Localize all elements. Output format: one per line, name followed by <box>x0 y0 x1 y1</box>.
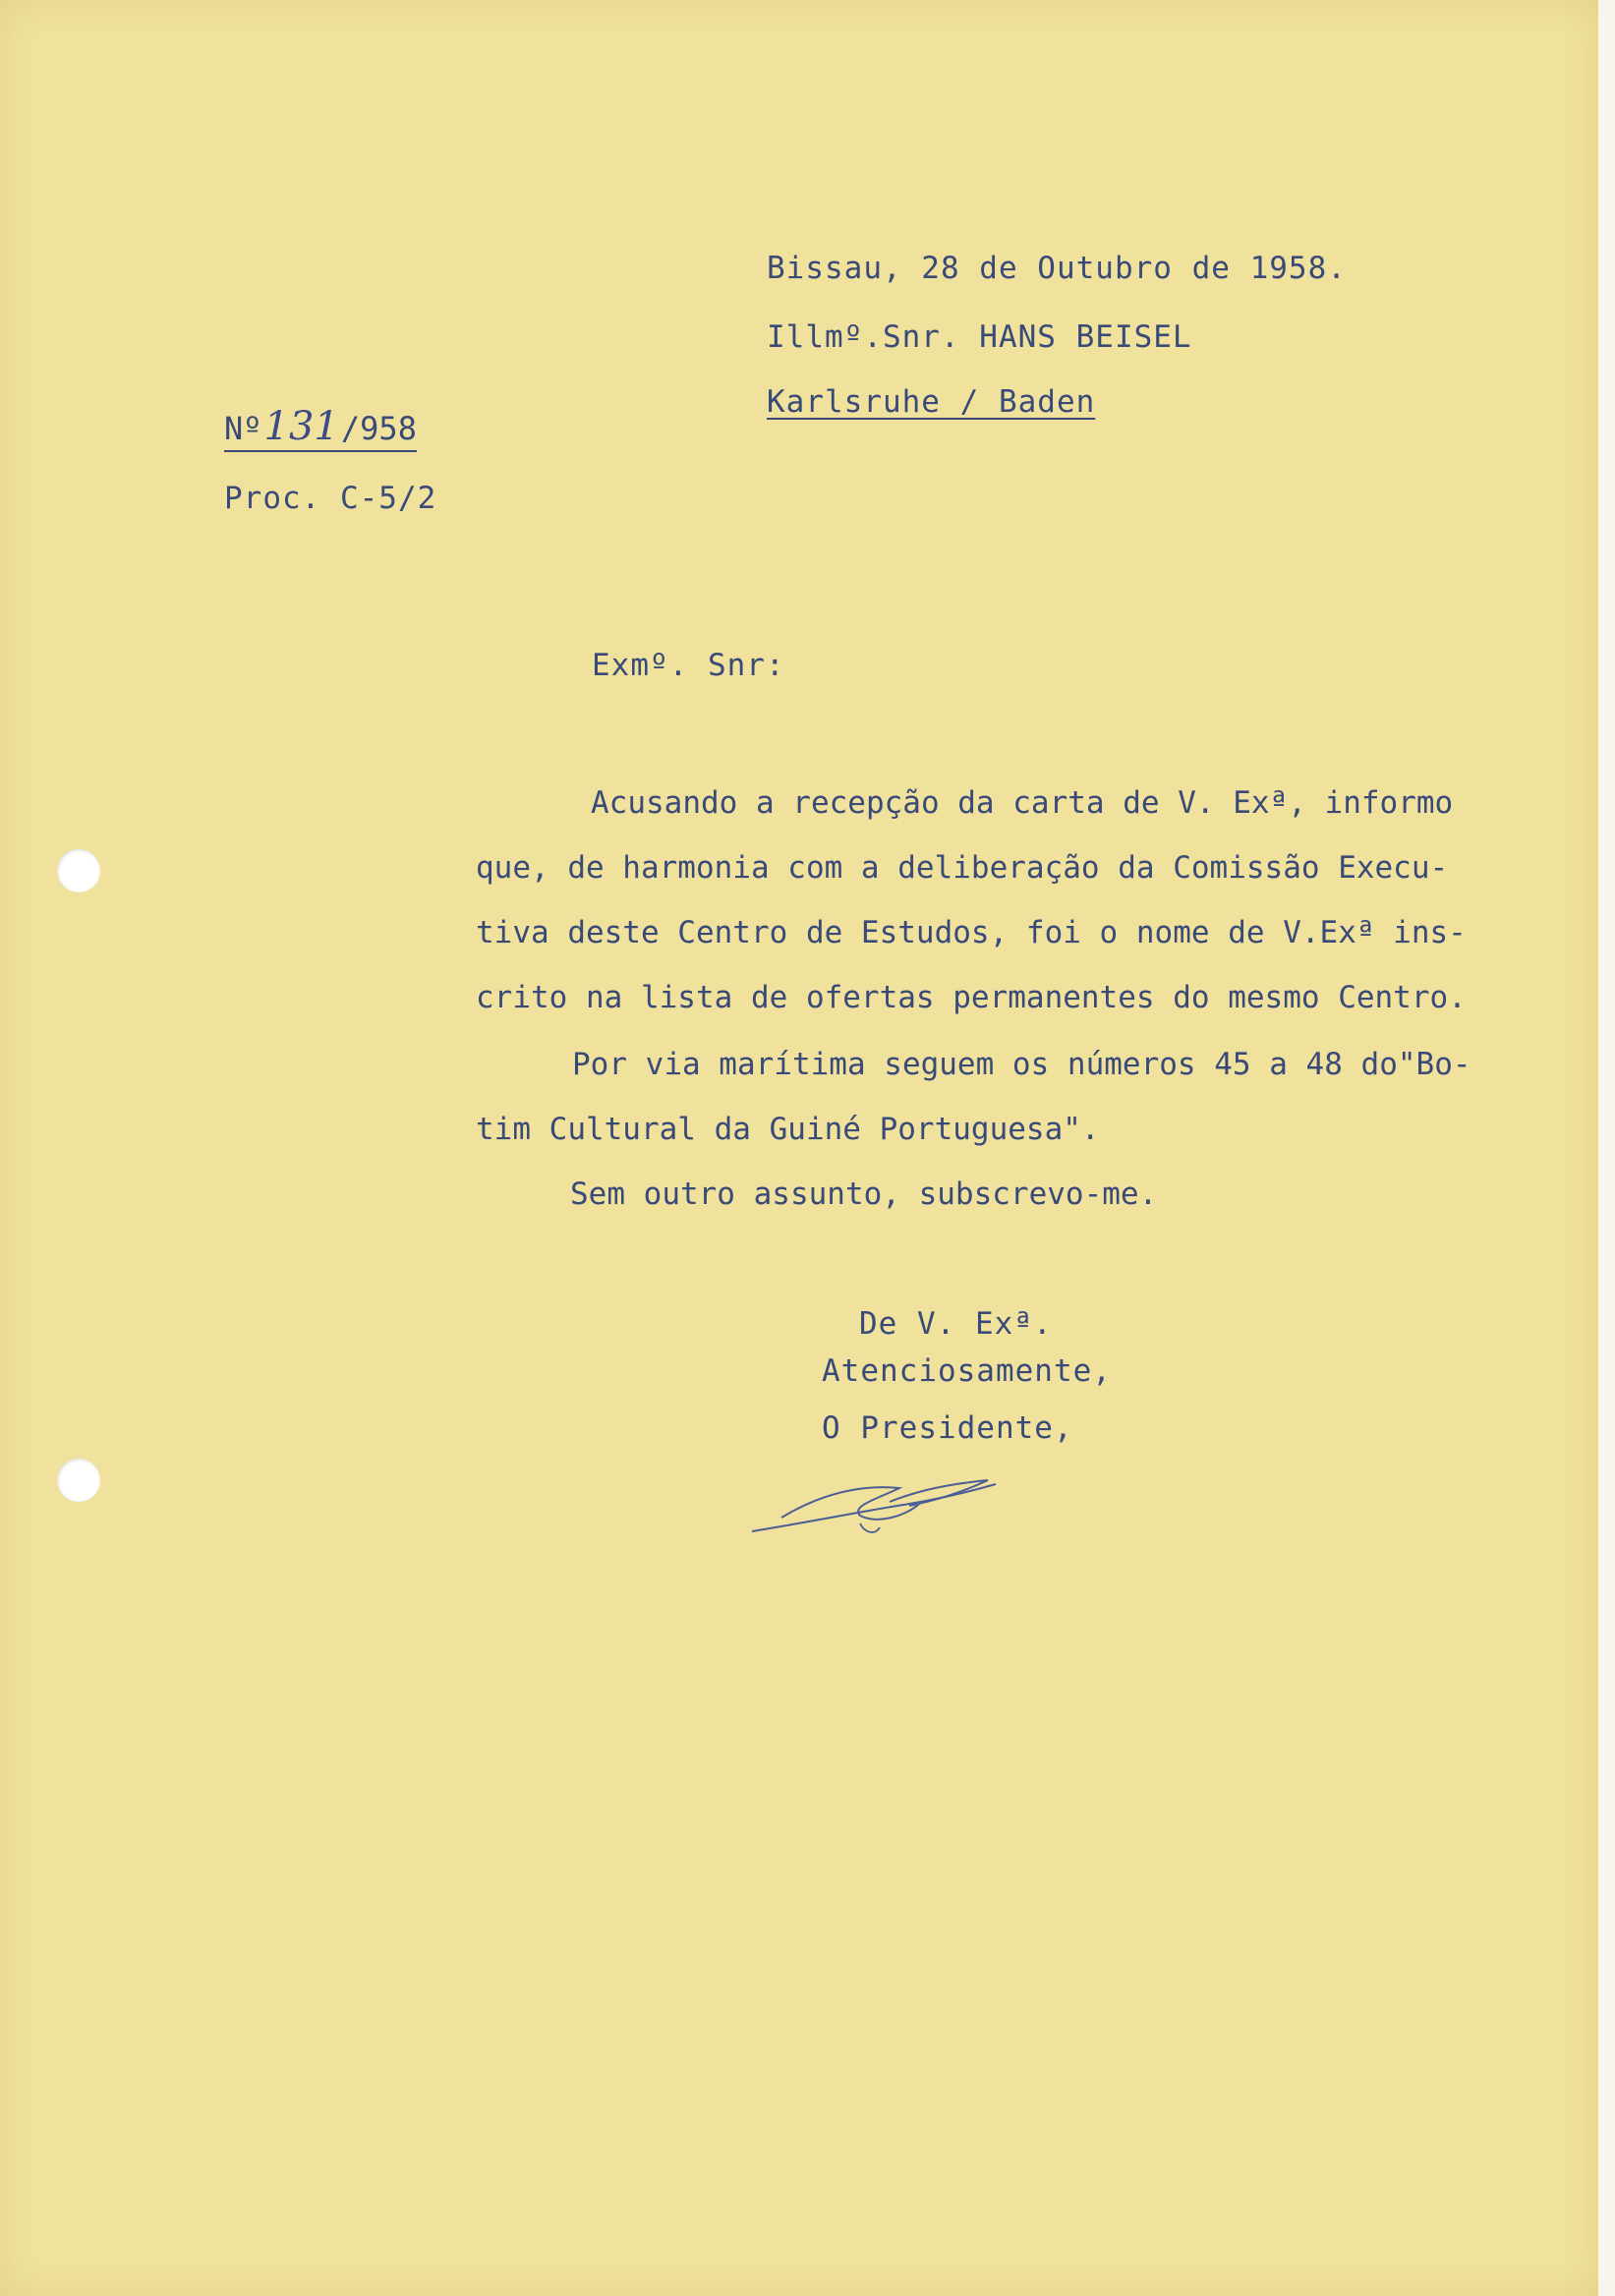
paragraph-line: tim Cultural da Guiné Portuguesa". <box>476 1112 1100 1147</box>
punch-hole <box>57 1459 100 1502</box>
addressee-line: Illmº.Snr. HANS BEISEL <box>767 319 1192 355</box>
paragraph-line: Acusando a recepção da carta de V. Exª, informo <box>591 785 1454 821</box>
handwritten-signature <box>742 1455 1008 1543</box>
punch-hole <box>57 849 100 892</box>
reference-number <box>224 405 417 452</box>
addressee-city: Karlsruhe / Baden <box>767 384 1096 420</box>
page-edge <box>1598 0 1615 2296</box>
paragraph-line: Sem outro assunto, subscrevo-me. <box>570 1177 1158 1212</box>
closing-line: De V. Exª. <box>859 1306 1053 1342</box>
ref-handwritten-number: 131 <box>263 404 339 449</box>
paragraph-line: crito na lista de ofertas permanentes do mesmo Centro. <box>476 980 1467 1015</box>
paragraph-line: que, de harmonia com a deliberação da Comissão Execu- <box>476 850 1449 886</box>
date-line: Bissau, 28 de Outubro de 1958. <box>767 251 1347 286</box>
paragraph-line: Por via marítima seguem os números 45 a 48 do"Bo- <box>572 1047 1471 1082</box>
process-number: Proc. C-5/2 <box>224 481 437 516</box>
closing-title: O Presidente, <box>822 1410 1073 1446</box>
ref-year: /958 <box>340 410 417 447</box>
paragraph-line: tiva deste Centro de Estudos, foi o nome de V.Exª ins- <box>476 915 1467 950</box>
salutation: Exmº. Snr: <box>592 648 785 683</box>
closing-line: Atenciosamente, <box>822 1353 1112 1389</box>
ref-prefix: Nº <box>224 410 262 447</box>
